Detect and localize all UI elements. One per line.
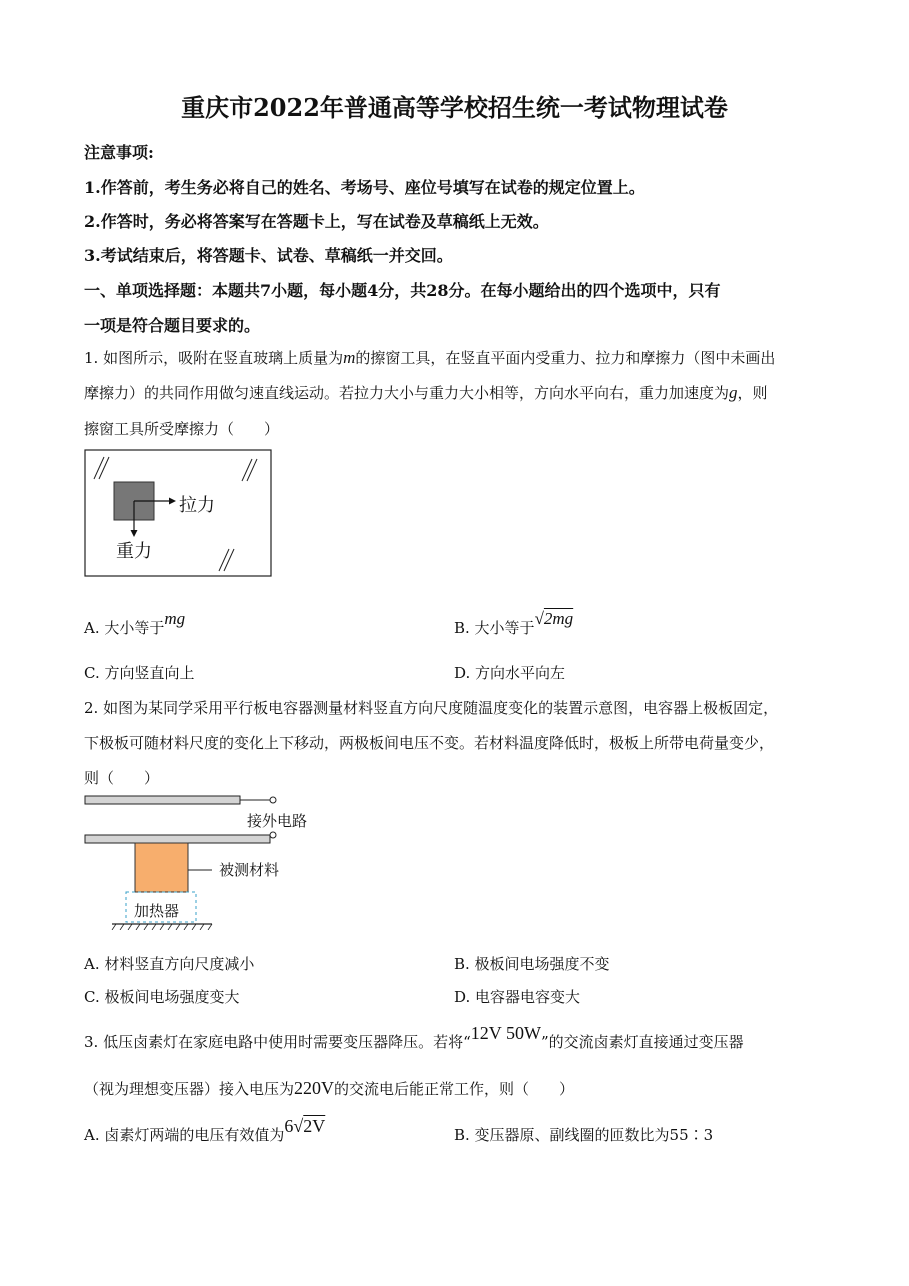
q1-mass-symbol: m <box>343 348 356 367</box>
q3-option-a-math: 2V <box>303 1116 326 1136</box>
q1-option-a[interactable]: A. 大小等于mg <box>84 609 186 637</box>
section1-instructions-line2: 一项是符合题目要求的。 <box>84 316 261 335</box>
lower-plate <box>85 835 270 843</box>
q2-option-b[interactable]: B. 极板间电场强度不变 <box>454 955 610 973</box>
q1-option-b[interactable]: B. 大小等于√2mg <box>454 609 574 637</box>
section1-instructions-line1: 一、单项选择题：本题共7小题，每小题4分，共28分。在每小题给出的四个选项中，只有 <box>84 281 721 300</box>
q2-option-a[interactable]: A. 材料竖直方向尺度减小 <box>84 955 255 973</box>
q1-g-symbol: g <box>729 383 738 402</box>
q1-stem-line2: 摩擦力）的共同作用做匀速直线运动。若拉力大小与重力大小相等，方向水平向右，重力加速度为g，则 <box>84 383 768 402</box>
q1-stem-line3: 擦窗工具所受摩擦力（ ） <box>84 420 280 438</box>
terminal-bottom-icon <box>270 832 276 838</box>
gravity-label: 重力 <box>116 541 152 562</box>
q2-stem-line3: 则（ ） <box>84 769 160 787</box>
q1-option-a-math: mg <box>164 609 186 628</box>
q2-stem-line1: 2. 如图为某同学采用平行板电容器测量材料竖直方向尺度随温度变化的装置示意图，电容器上极板固定， <box>84 699 779 717</box>
heater-label: 加热器 <box>134 902 180 920</box>
material-label: 被测材料 <box>219 861 280 879</box>
pull-force-label: 拉力 <box>179 495 215 516</box>
q3-lamp-rating: 12V 50W <box>470 1023 541 1043</box>
q3-option-a[interactable]: A. 卤素灯两端的电压有效值为6√2V <box>84 1116 326 1144</box>
q2-option-c[interactable]: C. 极板间电场强度变大 <box>84 988 240 1006</box>
q3-input-voltage: 220V <box>294 1078 335 1098</box>
sqrt-icon: √ <box>534 609 544 628</box>
notes-heading: 注意事项: <box>84 143 154 162</box>
sqrt-icon: √ <box>293 1116 304 1136</box>
note-item-3: 3.考试结束后，将答题卡、试卷、草稿纸一并交回。 <box>84 246 453 265</box>
q2-option-d[interactable]: D. 电容器电容变大 <box>454 988 581 1006</box>
q3-stem-line1: 3. 低压卤素灯在家庭电路中使用时需要变压器降压。若将“12V 50W”的交流卤素灯直接通过变压器 <box>84 1023 744 1051</box>
glass-frame <box>85 450 271 576</box>
note-item-2: 2.作答时，务必将答案写在答题卡上，写在试卷及草稿纸上无效。 <box>84 212 549 231</box>
q1-stem-line1: 1. 如图所示，吸附在竖直玻璃上质量为m的擦窗工具，在竖直平面内受重力、拉力和摩擦力（图中未画出 <box>84 348 776 367</box>
external-circuit-label: 接外电路 <box>247 812 308 830</box>
q3-option-b[interactable]: B. 变压器原、副线圈的匝数比为55∶3 <box>454 1126 714 1144</box>
q1-option-b-math: 2mg <box>543 609 574 628</box>
q1-option-d[interactable]: D. 方向水平向左 <box>454 664 566 682</box>
terminal-top-icon <box>270 797 276 803</box>
tested-material <box>135 843 188 892</box>
q1-option-c[interactable]: C. 方向竖直向上 <box>84 664 195 682</box>
q3-stem-line2: （视为理想变压器）接入电压为220V的交流电后能正常工作，则（ ） <box>84 1078 575 1098</box>
q2-figure <box>84 790 334 930</box>
q2-stem-line2: 下极板可随材料尺度的变化上下移动，两极板间电压不变。若材料温度降低时，极板上所带电荷量变少， <box>84 734 775 752</box>
q1-figure <box>84 449 274 579</box>
upper-plate <box>85 796 240 804</box>
note-item-1: 1.作答前，考生务必将自己的姓名、考场号、座位号填写在试卷的规定位置上。 <box>84 178 645 197</box>
page-title: 重庆市2022年普通高等学校招生统一考试物理试卷 <box>181 93 728 122</box>
ground-hatch <box>112 924 212 930</box>
